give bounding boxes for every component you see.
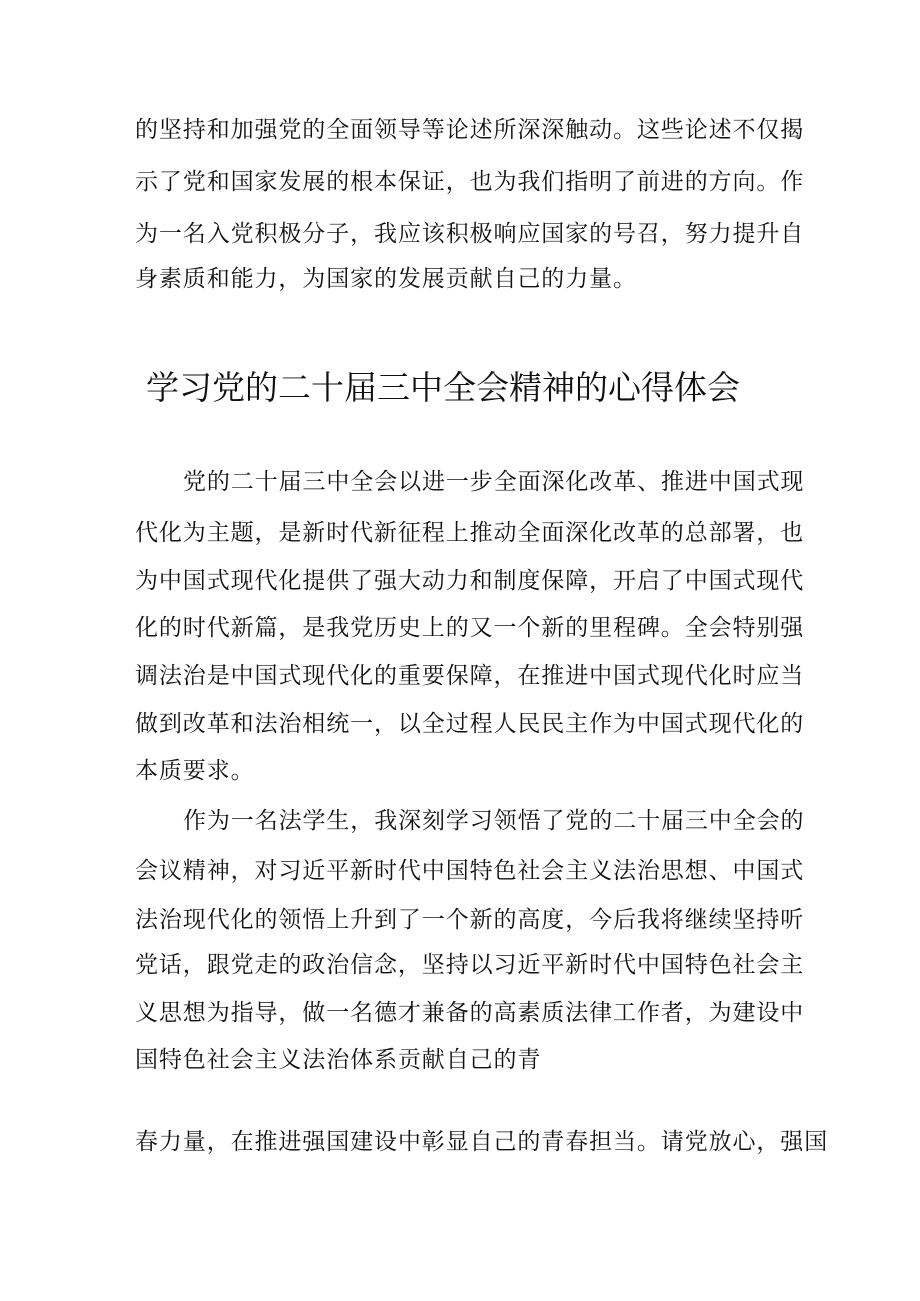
text-line: 国特色社会主义法治体系贡献自己的青 (135, 1047, 542, 1073)
text-line: 调法治是中国式现代化的重要保障，在推进中国式现代化时应当 (135, 663, 805, 689)
text-line: 为中国式现代化提供了强大动力和制度保障，开启了中国式现代 (135, 568, 805, 594)
text-line: 做到改革和法治相统一，以全过程人民民主作为中国式现代化的 (135, 711, 805, 737)
text-line: 本质要求。 (135, 758, 255, 784)
text-line: 法治现代化的领悟上升到了一个新的高度，今后我将继续坚持听 (135, 907, 805, 933)
text-line: 作为一名法学生，我深刻学习领悟了党的二十届三中全会的 (183, 808, 805, 834)
document-title: 学习党的二十届三中全会精神的心得体会 (146, 368, 740, 407)
text-line: 为一名入党积极分子，我应该积极响应国家的号召，努力提升自 (135, 221, 805, 247)
text-line: 会议精神，对习近平新时代中国特色社会主义法治思想、中国式 (135, 858, 805, 884)
text-line: 身素质和能力，为国家的发展贡献自己的力量。 (135, 266, 637, 292)
text-line: 春力量，在推进强国建设中彰显自己的青春担当。请党放心，强国 (135, 1129, 829, 1155)
text-line: 党的二十届三中全会以进一步全面深化改革、推进中国式现 (183, 469, 805, 495)
text-line: 党话，跟党走的政治信念，坚持以习近平新时代中国特色社会主 (135, 952, 805, 978)
text-line: 化的时代新篇，是我党历史上的又一个新的里程碑。全会特别强 (135, 615, 805, 641)
text-line: 代化为主题，是新时代新征程上推动全面深化改革的总部署，也 (135, 520, 805, 546)
text-line: 示了党和国家发展的根本保证，也为我们指明了前进的方向。作 (135, 169, 805, 195)
text-line: 的坚持和加强党的全面领导等论述所深深触动。这些论述不仅揭 (135, 117, 805, 143)
text-line: 义思想为指导，做一名德才兼备的高素质法律工作者，为建设中 (135, 1000, 805, 1026)
